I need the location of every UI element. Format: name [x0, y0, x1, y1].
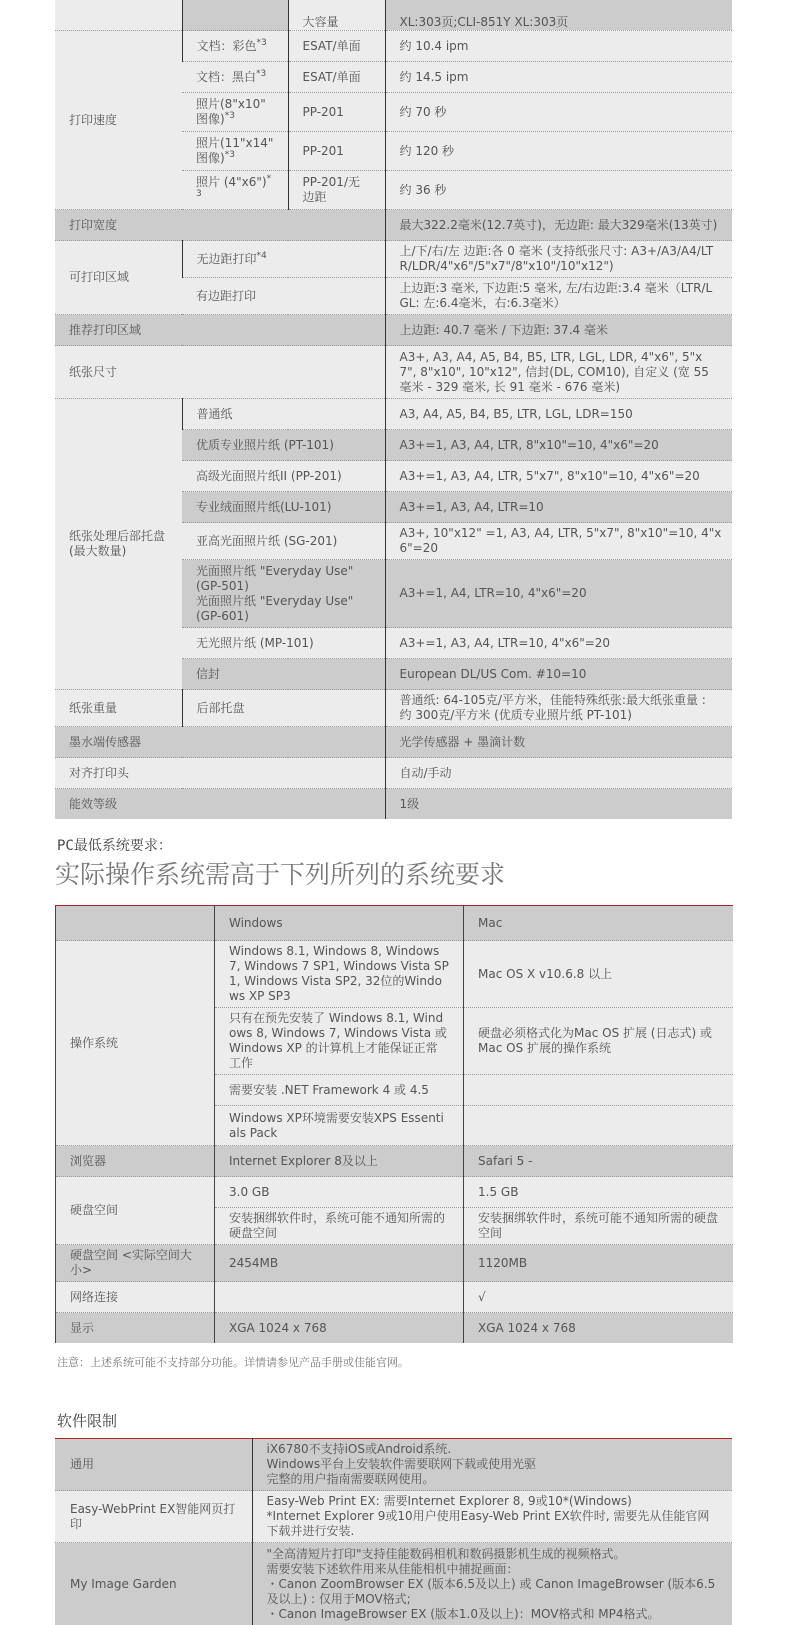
cell-sysreq-os-rows-1-win: 只有在预先安装了 Windows 8.1, Windows 8, Windows 7, Windows Vista 或 Windows XP 的计算机上才能保证正常工作 [215, 1008, 464, 1075]
table-row [55, 346, 732, 399]
cell-spec-print-speed-rows-1-item: 文档：黑白 [196, 70, 256, 84]
cell-sysreq-disk-actual-mac: 1120MB [464, 1245, 733, 1282]
cell-spec-paper-handling-rows-7-value: European DL/US Com. #10=10 [385, 659, 732, 690]
cell-sysreq-os-rows-2-mac [464, 1075, 733, 1106]
cell-spec-printable-area-label: 可打印区域 [55, 241, 182, 315]
cell-software-rows-0-lines-1: Windows平台上安装软件需要联网下载或使用光驱 [267, 1457, 719, 1472]
cell-spec-print-speed-rows-3-cond: PP-201 [288, 132, 385, 171]
cell-spec-paper-handling-rows-5-item: 光面照片纸 "Everyday Use" (GP-501) [196, 564, 371, 594]
cell-sysreq-display-win: XGA 1024 x 768 [215, 1313, 464, 1344]
cell-spec-paper-handling-rows-1-value: A3+=1, A3, A4, LTR, 8"x10"=10, 4"x6"=20 [385, 430, 732, 461]
cell-sysreq-disk-label: 硬盘空间 [56, 1177, 215, 1245]
cell-spec-print-speed-rows-0-sup: *3 [257, 38, 267, 48]
cell-spec-paper-handling-rows-7-item: 信封 [182, 659, 385, 690]
table-row [55, 1543, 732, 1625]
table-row [56, 1146, 733, 1177]
cell-spec-print-width-label: 打印宽度 [55, 210, 385, 241]
capacity-label: 大容量 [288, 0, 385, 31]
cell-software-rows-2-lines-3: ・Canon ImageBrowser EX (版本1.0及以上)：MOV格式和 MP4格式。 [267, 1607, 719, 1622]
table-row [55, 31, 732, 62]
cell-spec-paper-weight-item: 后部托盘 [182, 690, 385, 727]
os-label: 操作系统 [56, 941, 215, 1146]
spec-table [55, 0, 732, 819]
cell-spec-printable-area-rows-1-value: 上边距:3 毫米, 下边距:5 毫米, 左/右边距:3.4 毫米（LTR/LGL: 左:6.4毫米，右:6.3毫米） [385, 278, 732, 315]
table-row [55, 315, 732, 346]
cell-sysreq-browser-mac: Safari 5 - [464, 1146, 733, 1177]
cell-spec-printable-area-rows-0-value: 上/下/右/左 边距:各 0 毫米 (支持纸张尺寸: A3+/A3/A4/LTR/LDR/4"x6"/5"x7"/8"x10"/10"x12") [385, 241, 732, 278]
cell-sysreq-display-mac: XGA 1024 x 768 [464, 1313, 733, 1344]
cell-spec-paper-size-value: A3+, A3, A4, A5, B4, B5, LTR, LGL, LDR, 4"x6", 5"x7", 8"x10", 10"x12", 信封(DL, COM10), 自定义 (宽 55 毫米 - 329 毫米, 长 91 毫米 - 676 毫米) [385, 346, 732, 399]
cell-sysreq-disk-actual-win: 2454MB [215, 1245, 464, 1282]
cell-sysreq-disk-rows-0-mac: 1.5 GB [464, 1177, 733, 1208]
cell-sysreq-network-label: 网络连接 [56, 1282, 215, 1313]
cell-spec-print-speed-rows-2-value: 约 70 秒 [385, 93, 732, 132]
capacity-value: XL:303页;CLI-851Y XL:303页 [385, 0, 732, 31]
table-row [55, 210, 732, 241]
cell-spec-paper-handling-rows-3-value: A3+=1, A3, A4, LTR=10 [385, 492, 732, 523]
cell-software-rows-1-label: Easy-WebPrint EX智能网页打印 [55, 1491, 252, 1543]
cell-software-rows-2-label: My Image Garden [55, 1543, 252, 1625]
cell-spec-paper-handling-rows-2-item: 高级光面照片纸II (PP-201) [182, 461, 385, 492]
cell-spec-print-speed-rows-4-item: 照片 (4"x6") [196, 175, 267, 189]
cell-sysreq-os-rows-0-mac: Mac OS X v10.6.8 以上 [464, 941, 733, 1008]
cell-spec-printable-area-rows-0-sup: *4 [257, 251, 267, 261]
cell-spec-print-speed-rows-1-sup: *3 [256, 69, 266, 79]
table-row [56, 1177, 733, 1208]
cell-spec-paper-handling-rows-1-item: 优质专业照片纸 (PT-101) [182, 430, 385, 461]
cell-spec-paper-handling-rows-0-item: 普通纸 [182, 399, 385, 430]
software-table [55, 1438, 732, 1625]
cell-spec-print-speed-rows-1-cond: ESAT/单面 [288, 62, 385, 93]
cell-sysreq-network-win [215, 1282, 464, 1313]
sysreq-note: 注意：上述系统可能不支持部分功能。详情请参见产品手册或佳能官网。 [57, 1354, 732, 1370]
cell-spec-print-speed-rows-2-item: 照片(8"x10" 图像) [196, 97, 266, 126]
cell-software-rows-0-label: 通用 [55, 1439, 252, 1491]
cell-sysreq-disk-rows-1-win: 安装捆绑软件时，系统可能不通知所需的硬盘空间 [215, 1208, 464, 1245]
cell-software-rows-2-lines-0: "全高清短片打印"支持佳能数码相机和数码摄影机生成的视频格式。 [267, 1547, 719, 1562]
cell-software-rows-0-lines-2: 完整的用户指南需要联网使用。 [267, 1472, 719, 1487]
cell-spec-head-align-label: 对齐打印头 [55, 758, 385, 789]
cell-spec-paper-handling-rows-6-item: 无光照片纸 (MP-101) [182, 628, 385, 659]
cell-sysreq-browser-label: 浏览器 [56, 1146, 215, 1177]
table-row [55, 1491, 732, 1543]
col-mac: Mac [464, 906, 733, 941]
cell-spec-print-speed-rows-4-value: 约 36 秒 [385, 171, 732, 210]
cell-spec-paper-handling-rows-0-value: A3, A4, A5, B4, B5, LTR, LGL, LDR=150 [385, 399, 732, 430]
cell-sysreq-os-rows-3-win: Windows XP环境需要安装XPS Essentials Pack [215, 1106, 464, 1146]
cell-spec-paper-size-label: 纸张尺寸 [55, 346, 385, 399]
cell-spec-print-speed-rows-0-cond: ESAT/单面 [288, 31, 385, 62]
table-row [56, 1313, 733, 1344]
table-row [55, 758, 732, 789]
cell-sysreq-disk-rows-0-win: 3.0 GB [215, 1177, 464, 1208]
cell-spec-print-speed-rows-2-cond: PP-201 [288, 93, 385, 132]
cell-sysreq-network-mac: √ [464, 1282, 733, 1313]
cell-spec-print-speed-rows-0-value: 约 10.4 ipm [385, 31, 732, 62]
cell-spec-print-speed-rows-3-item: 照片(11"x14" 图像) [196, 136, 273, 165]
cell-sysreq-disk-rows-1-mac: 安装捆绑软件时，系统可能不通知所需的硬盘空间 [464, 1208, 733, 1245]
cell-spec-paper-handling-rows-3-item: 专业绒面照片纸(LU-101) [182, 492, 385, 523]
cell-spec-print-speed-rows-1-value: 约 14.5 ipm [385, 62, 732, 93]
cell-spec-printable-area-rows-0-item: 无边距打印 [197, 252, 257, 266]
cell-spec-recommended-area-value: 上边距: 40.7 毫米 / 下边距: 37.4 毫米 [385, 315, 732, 346]
cell-spec-energy-label: 能效等级 [55, 789, 385, 820]
cell-software-rows-0-lines-0: iX6780不支持iOS或Android系统. [267, 1442, 719, 1457]
cell-software-rows-1-lines-1: *Internet Explorer 9或10用户使用Easy-Web Print EX软件时, 需要先从佳能官网下载并进行安装. [267, 1509, 719, 1539]
cell-spec-paper-handling-label: 纸张处理后部托盘(最大数量) [55, 399, 182, 690]
table-row [55, 1439, 732, 1491]
cell-spec-paper-handling-rows-5-value: A3+=1, A4, LTR=10, 4"x6"=20 [385, 560, 732, 628]
cell-spec-energy-value: 1级 [385, 789, 732, 820]
table-row [55, 399, 732, 430]
cell-sysreq-disk-actual-label: 硬盘空间 <实际空间大小> [56, 1245, 215, 1282]
cell-spec-ink-sensor-value: 光学传感器 + 墨滴计数 [385, 727, 732, 758]
cell-spec-paper-handling-rows-6-value: A3+=1, A3, A4, LTR=10, 4"x6"=20 [385, 628, 732, 659]
cell-spec-paper-weight-label: 纸张重量 [55, 690, 182, 727]
cell-spec-recommended-area-label: 推荐打印区域 [55, 315, 385, 346]
cell-spec-print-speed-rows-3-value: 约 120 秒 [385, 132, 732, 171]
cell-spec-paper-handling-rows-2-value: A3+=1, A3, A4, LTR, 5"x7", 8"x10"=10, 4"x6"=20 [385, 461, 732, 492]
print-speed-label: 打印速度 [55, 31, 182, 210]
cell-spec-print-speed-rows-3-sup: *3 [225, 150, 235, 160]
cell-spec-print-speed-rows-2-sup: *3 [225, 111, 235, 121]
cell-spec-paper-handling-rows-4-item: 亚高光面照片纸 (SG-201) [182, 523, 385, 560]
table-header [56, 906, 733, 941]
cell-spec-print-width-value: 最大322.2毫米(12.7英寸)，无边距: 最大329毫米(13英寸) [385, 210, 732, 241]
cell-software-rows-2-lines-2: ・Canon ZoomBrowser EX (版本6.5及以上) 或 Canon ImageBrowser (版本6.5及以上) : 仅用于MOV格式; [267, 1577, 719, 1607]
table-row [55, 241, 732, 278]
table-row [56, 941, 733, 1008]
cell-spec-printable-area-rows-1-item: 有边距打印 [182, 278, 385, 315]
cell-software-rows-1-lines-0: Easy-Web Print EX: 需要Internet Explorer 8, 9或10*(Windows) [267, 1494, 719, 1509]
cell-sysreq-display-label: 显示 [56, 1313, 215, 1344]
cell-sysreq-browser-win: Internet Explorer 8及以上 [215, 1146, 464, 1177]
spec-page [55, 0, 732, 1625]
cell-sysreq-os-rows-1-mac: 硬盘必须格式化为Mac OS 扩展 (日志式) 或Mac OS 扩展的操作系统 [464, 1008, 733, 1075]
sysreq-title: 实际操作系统需高于下列所列的系统要求 [55, 855, 732, 895]
table-row [55, 690, 732, 727]
cell-spec-head-align-value: 自动/手动 [385, 758, 732, 789]
sysreq-subtitle: PC最低系统要求： [57, 835, 732, 853]
table-row [55, 789, 732, 820]
cell-spec-paper-handling-rows-4-value: A3+, 10"x12" =1, A3, A4, LTR, 5"x7", 8"x10"=10, 4"x6"=20 [385, 523, 732, 560]
cell-sysreq-os-rows-2-win: 需要安装 .NET Framework 4 或 4.5 [215, 1075, 464, 1106]
table-row [56, 1245, 733, 1282]
col-windows: Windows [215, 906, 464, 941]
table-row [55, 727, 732, 758]
cell-spec-paper-weight-value: 普通纸: 64-105克/平方米，佳能特殊纸张:最大纸张重量 : 约 300克/平方米 (优质专业照片纸 PT-101) [385, 690, 732, 727]
cell-software-rows-2-lines-1: 需要安装下述软件用来从佳能相机中捕捉画面： [267, 1562, 719, 1577]
cell-sysreq-os-rows-0-win: Windows 8.1, Windows 8, Windows 7, Windows 7 SP1, Windows Vista SP1, Windows Vista SP2, 32位的Windows XP SP3 [215, 941, 464, 1008]
software-title: 软件限制 [57, 1410, 732, 1432]
table-row [56, 1282, 733, 1313]
cell-spec-ink-sensor-label: 墨水端传感器 [55, 727, 385, 758]
cell-spec-paper-handling-rows-5-item2: 光面照片纸 "Everyday Use" (GP-601) [196, 594, 371, 624]
sysreq-table [55, 905, 733, 1343]
cell-sysreq-os-rows-3-mac [464, 1106, 733, 1146]
cell-spec-print-speed-rows-0-item: 文档：彩色 [197, 39, 257, 53]
cell-spec-print-speed-rows-4-sup: *3 [196, 174, 271, 199]
cell-spec-print-speed-rows-4-cond: PP-201/无边距 [288, 171, 385, 210]
